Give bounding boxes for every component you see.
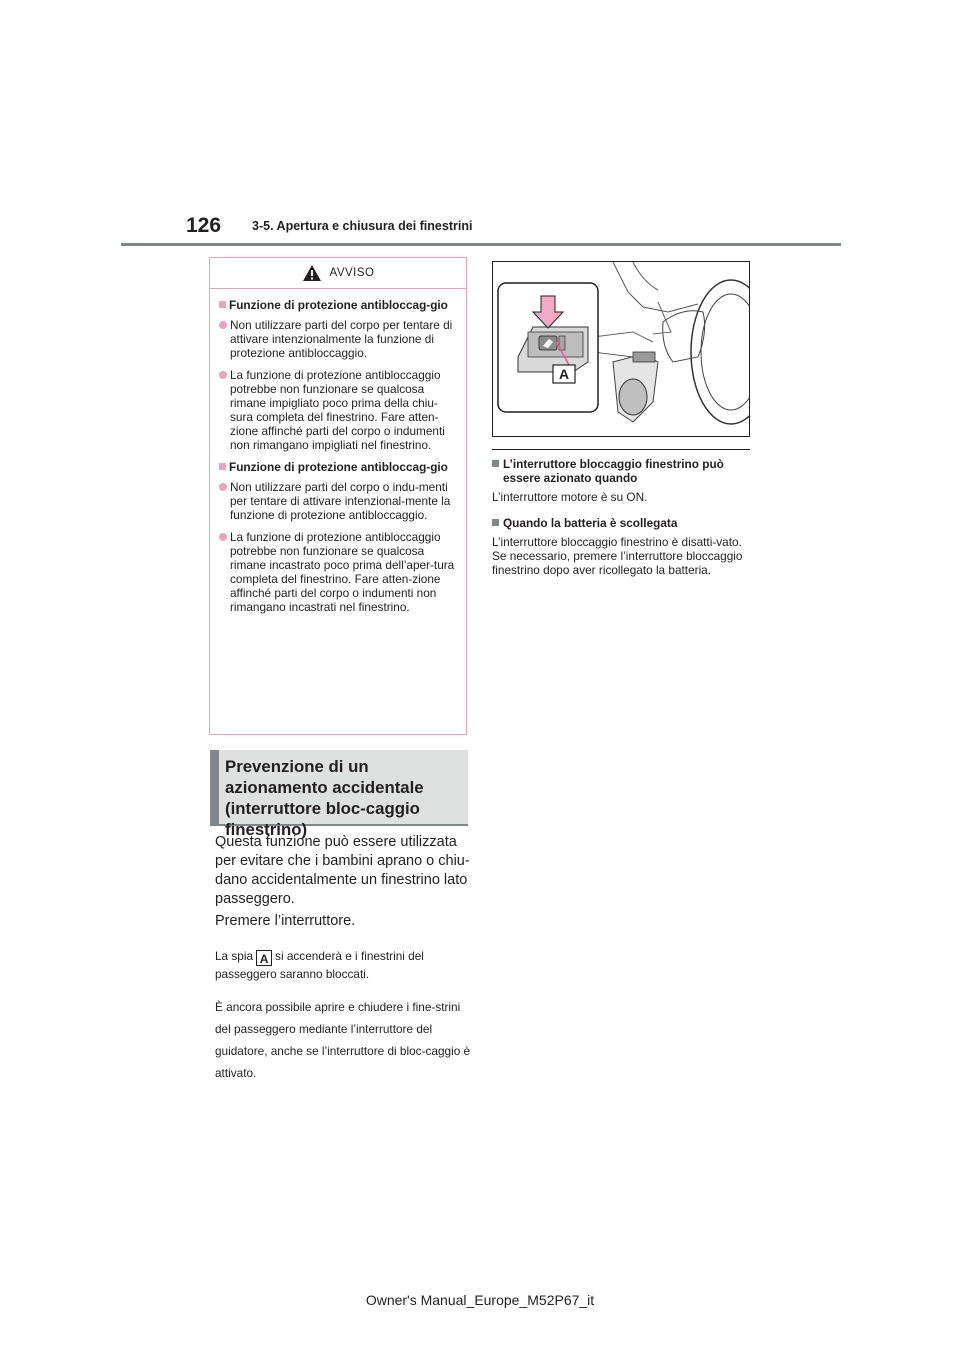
dashboard-illustration xyxy=(493,262,749,436)
section-title: 3-5. Apertura e chiusura dei finestrini xyxy=(252,219,473,233)
note-text: si accenderà e i finestrini del passeggero saranno bloccati. xyxy=(215,949,424,981)
warning-bullet: La funzione di protezione antibloccaggio potrebbe non funzionare se qualcosa rimane incastrato poco prima dell’aper-tura completa del finestrino. Fare atten-zione affinché parti del corpo o indumenti non rimangano incastrati nel finestrino. xyxy=(219,530,456,614)
warning-box xyxy=(209,257,467,735)
figure-divider xyxy=(492,449,750,450)
warning-group-title: Funzione di protezione antibloccag-gio xyxy=(219,298,456,312)
section-heading-text: Prevenzione di un azionamento accidentale (interruttore bloc-caggio finestrino) xyxy=(225,757,424,839)
warning-bullet: La funzione di protezione antibloccaggio potrebbe non funzionare se qualcosa rimane impigliato poco prima della chiu-sura completa del finestrino. Fare atten-zione affinché parti del corpo o indumenti non rimangano impigliati nel finestrino. xyxy=(219,368,456,452)
warning-label: AVVISO xyxy=(329,267,375,279)
warning-group-title: Funzione di protezione antibloccag-gio xyxy=(219,460,456,474)
figure-callout-a: A xyxy=(558,366,570,382)
info-text: L’interruttore motore è su ON. xyxy=(492,490,648,504)
note-text: La spia xyxy=(215,949,254,963)
callout-a-label: A xyxy=(256,950,272,966)
warning-header xyxy=(210,258,466,289)
info-title: L’interruttore bloccaggio finestrino può essere azionato quando xyxy=(492,457,750,485)
note-paragraph: È ancora possibile aprire e chiudere i fine-strini del passeggero mediante l’interruttore del guidatore, anche se l’interruttore di bloc-caggio è attivato. xyxy=(215,1000,471,1080)
warning-bullet: Non utilizzare parti del corpo o indu-menti per tentare di attivare intenzional-mente la funzione di protezione antibloccaggio. xyxy=(219,480,456,522)
footer-doc-id: Owner's Manual_Europe_M52P67_it xyxy=(365,1292,595,1308)
note-indicator xyxy=(215,948,475,982)
info-title: Quando la batteria è scollegata xyxy=(492,516,750,530)
header-rule xyxy=(121,243,841,246)
body-paragraph: Premere l’interruttore. xyxy=(215,913,356,929)
warning-triangle-icon xyxy=(302,264,322,282)
window-lock-switch-figure xyxy=(492,261,750,437)
warning-bullet: Non utilizzare parti del corpo per tentare di attivare intenzionalmente la funzione di protezione antibloccaggio. xyxy=(219,318,456,360)
body-paragraph: Questa funzione può essere utilizzata per evitare che i bambini aprano o chiu-dano accidentalmente un finestrino lato passeggero. xyxy=(215,834,470,907)
warning-body xyxy=(210,289,466,614)
section-heading xyxy=(210,750,468,839)
page-number: 126 xyxy=(186,214,222,237)
info-text: L’interruttore bloccaggio finestrino è disatti-vato. Se necessario, premere l’interruttore bloccaggio finestrino dopo aver ricollegato la batteria. xyxy=(492,535,743,577)
